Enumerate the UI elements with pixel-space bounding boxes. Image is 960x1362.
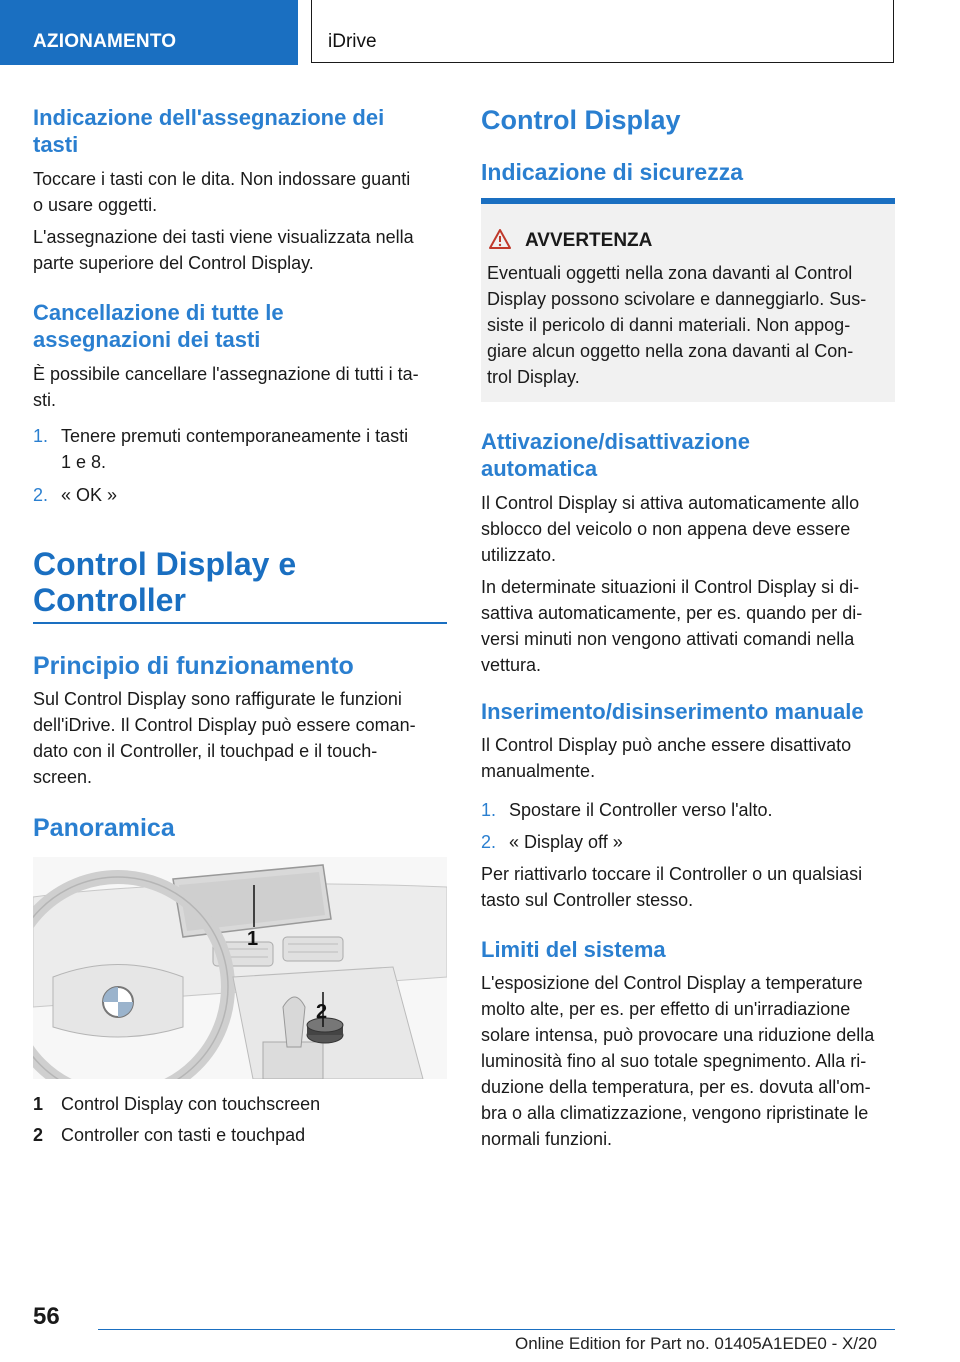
- callout-2: 2: [316, 1001, 328, 1023]
- text-line: sblocco del veicolo o non appena deve essere: [481, 519, 851, 539]
- heading-limits: Limiti del sistema: [481, 937, 666, 962]
- page-number: 56: [33, 1303, 60, 1330]
- paragraph: [481, 732, 851, 784]
- text-line: Tenere premuti contemporaneamente i tasti: [61, 426, 409, 446]
- step-text: « Display off »: [509, 832, 623, 852]
- legend-text: Control Display con touchscreen: [61, 1094, 321, 1114]
- divider: [33, 622, 447, 624]
- text-line: L'esposizione del Control Display a temperature: [481, 973, 863, 993]
- paragraph: [33, 361, 419, 413]
- step-number: 1.: [481, 800, 497, 820]
- paragraph: [33, 224, 414, 276]
- step-number: 1.: [33, 426, 49, 446]
- text-line: duzione della temperatura, per es. dovuta all'om-: [481, 1077, 871, 1097]
- text-line: sattiva automaticamente, per es. quando per di-: [481, 603, 863, 623]
- paragraph: [33, 166, 410, 218]
- text-line: L'assegnazione dei tasti viene visualizzata nella: [33, 227, 414, 247]
- text-line: trol Display.: [487, 367, 580, 387]
- text-line: solare intensa, può provocare una riduzione della: [481, 1025, 875, 1045]
- section-title: AZIONAMENTO: [33, 31, 177, 52]
- text-line: 1 e 8.: [61, 452, 107, 472]
- text-line: In determinate situazioni il Control Display si di-: [481, 577, 860, 597]
- text-line: siste il pericolo di danni materiali. Non appog-: [487, 315, 851, 335]
- step-number: 2.: [33, 485, 49, 505]
- text-line: dell'iDrive. Il Control Display può essere coman-: [33, 715, 416, 735]
- warning-box: [481, 198, 895, 402]
- step-text: [61, 423, 408, 475]
- heading-line: tasti: [33, 132, 79, 157]
- text-line: parte superiore del Control Display.: [33, 253, 314, 273]
- heading-control-display: Control Display: [481, 105, 681, 135]
- text-line: bra o alla climatizzazione, vengono ripristinate le: [481, 1103, 869, 1123]
- text-line: utilizzato.: [481, 545, 557, 565]
- heading-manual: Inserimento/disinserimento manuale: [481, 699, 864, 724]
- text-line: molto alte, per es. per effetto di un'irradiazione: [481, 999, 851, 1019]
- step-number: 2.: [481, 832, 497, 852]
- heading-auto-activation: [481, 428, 750, 482]
- step-item: [33, 423, 409, 472]
- footer-edition: Online Edition for Part no. 01405A1EDE0 - X/20: [515, 1334, 877, 1353]
- legend-text: Controller con tasti e touchpad: [61, 1125, 306, 1145]
- callout-1: 1: [247, 928, 259, 950]
- heading-delete-assignments: [33, 299, 284, 353]
- text-line: vettura.: [481, 655, 542, 675]
- legend-item: [33, 1091, 321, 1117]
- heading-line: automatica: [481, 456, 598, 481]
- section-tab: [0, 0, 298, 65]
- text-line: Per riattivarlo toccare il Controller o un qualsiasi: [481, 864, 863, 884]
- warning-icon: [488, 228, 512, 250]
- paragraph: [481, 970, 874, 1152]
- warning-title: AVVERTENZA: [525, 230, 653, 251]
- heading-safety: Indicazione di sicurezza: [481, 159, 744, 185]
- text-line: manualmente.: [481, 761, 596, 781]
- heading-line: assegnazioni dei tasti: [33, 327, 261, 352]
- heading-line: Attivazione/disattivazione: [481, 429, 750, 454]
- step-item: [481, 797, 773, 823]
- paragraph: [481, 490, 859, 568]
- text-line: Il Control Display si attiva automaticamente allo: [481, 493, 860, 513]
- text-line: sti.: [33, 390, 57, 410]
- heading-line: Controller: [33, 582, 186, 618]
- paragraph: [33, 686, 416, 790]
- text-line: È possibile cancellare l'assegnazione di tutti i ta-: [33, 364, 419, 384]
- text-line: tasto sul Controller stesso.: [481, 890, 694, 910]
- step-text: Spostare il Controller verso l'alto.: [509, 800, 773, 820]
- step-text: « OK »: [61, 485, 118, 505]
- heading-key-assignment: [33, 104, 384, 158]
- chapter-tab: [311, 0, 894, 63]
- text-line: normali funzioni.: [481, 1129, 613, 1149]
- heading-overview: Panoramica: [33, 814, 175, 842]
- text-line: luminosità fino al suo totale spegnimento. Alla ri-: [481, 1051, 867, 1071]
- chapter-heading: [33, 546, 296, 618]
- legend-number: 1: [33, 1094, 44, 1114]
- heading-line: Control Display e: [33, 546, 297, 582]
- text-line: Sul Control Display sono raffigurate le funzioni: [33, 689, 402, 709]
- cockpit-drawing: [33, 857, 447, 1079]
- paragraph: [481, 574, 862, 678]
- chapter-title: iDrive: [328, 31, 377, 52]
- legend-number: 2: [33, 1125, 44, 1145]
- text-line: giare alcun oggetto nella zona davanti al Con-: [487, 341, 854, 361]
- text-line: Toccare i tasti con le dita. Non indossare guanti: [33, 169, 411, 189]
- heading-line: Indicazione dell'assegnazione dei: [33, 105, 385, 130]
- heading-line: Cancellazione di tutte le: [33, 300, 284, 325]
- text-line: Il Control Display può anche essere disattivato: [481, 735, 852, 755]
- footer-divider: [98, 1329, 895, 1330]
- text-line: dato con il Controller, il touchpad e il touch-: [33, 741, 378, 761]
- text-line: screen.: [33, 767, 93, 787]
- legend-item: [33, 1122, 306, 1148]
- warning-text: [487, 260, 866, 390]
- text-line: Eventuali oggetti nella zona davanti al Control: [487, 263, 853, 283]
- text-line: o usare oggetti.: [33, 195, 158, 215]
- text-line: versi minuti non vengono attivati comandi nella: [481, 629, 855, 649]
- paragraph: [481, 861, 862, 913]
- step-item: [33, 482, 118, 508]
- text-line: Display possono scivolare e danneggiarlo. Sus-: [487, 289, 867, 309]
- heading-principle: Principio di funzionamento: [33, 652, 354, 680]
- step-item: [481, 829, 623, 855]
- interior-illustration: [33, 857, 447, 1079]
